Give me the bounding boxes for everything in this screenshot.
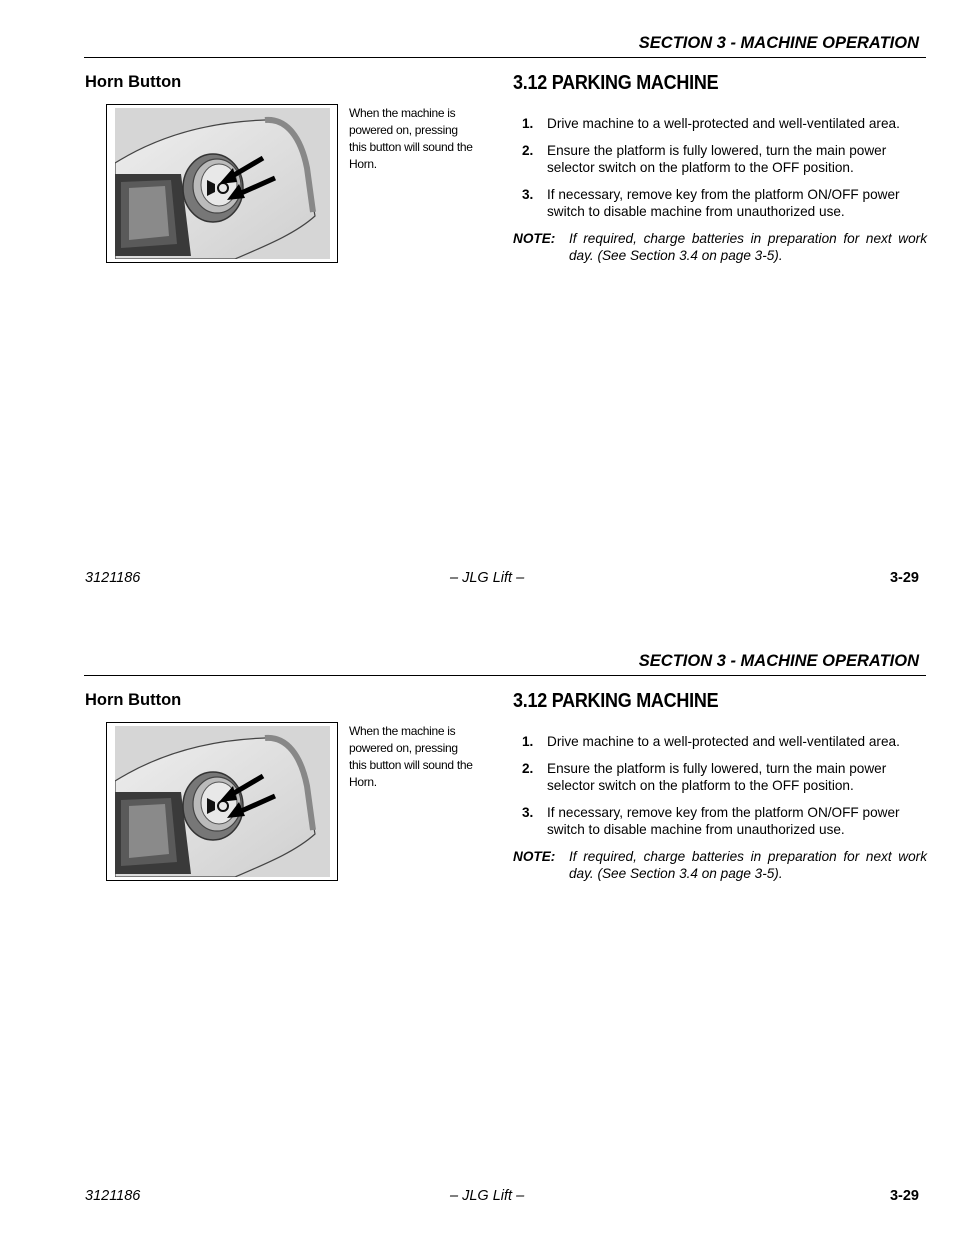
note-label: NOTE:: [513, 849, 556, 864]
figure-frame: [106, 722, 338, 881]
footer-page-number: 3-29: [889, 570, 919, 586]
step-number: 2.: [522, 143, 534, 158]
step-text: If necessary, remove key from the platform ON/OFF power switch to disable machine from unauthorized use.: [547, 805, 900, 837]
footer-publisher: – JLG Lift –: [450, 570, 525, 586]
step-number: 1.: [522, 116, 534, 131]
section-number: 3.12: [513, 72, 547, 94]
step-text: Ensure the platform is fully lowered, turn the main power selector switch on the platform to the OFF position.: [547, 143, 887, 175]
steps-list: [513, 733, 927, 848]
step-number: 2.: [522, 761, 534, 776]
step-text: Drive machine to a well-protected and well-ventilated area.: [547, 734, 900, 749]
list-item: [513, 186, 927, 220]
list-item: [513, 804, 927, 838]
step-number: 1.: [522, 734, 534, 749]
note-text: If required, charge batteries in preparation for next work day. (See Section 3.4 on page 3-5).: [569, 231, 927, 263]
section-number: 3.12: [513, 690, 547, 712]
figure-frame: [106, 104, 338, 263]
note-text: If required, charge batteries in preparation for next work day. (See Section 3.4 on page 3-5).: [569, 849, 927, 881]
horn-button-illustration: [115, 108, 330, 259]
manual-page: [0, 0, 954, 617]
horn-button-illustration: [115, 726, 330, 877]
footer-doc-number: 3121186: [85, 570, 141, 586]
section-title: [513, 690, 718, 713]
step-number: 3.: [522, 805, 534, 820]
header-rule: [84, 675, 926, 676]
note: [513, 230, 927, 264]
section-title-text: PARKING MACHINE: [551, 690, 719, 712]
footer-publisher: – JLG Lift –: [450, 1188, 525, 1204]
list-item: [513, 115, 927, 132]
step-text: If necessary, remove key from the platform ON/OFF power switch to disable machine from unauthorized use.: [547, 187, 900, 219]
footer-page-number: 3-29: [889, 1188, 919, 1204]
section-header: SECTION 3 - MACHINE OPERATION: [638, 34, 919, 52]
step-text: Drive machine to a well-protected and well-ventilated area.: [547, 116, 900, 131]
list-item: [513, 142, 927, 176]
list-item: [513, 733, 927, 750]
section-header: SECTION 3 - MACHINE OPERATION: [638, 652, 919, 670]
list-item: [513, 760, 927, 794]
figure-caption: When the machine is powered on, pressing this button will sound the Horn.: [349, 724, 473, 789]
step-number: 3.: [522, 187, 534, 202]
footer-doc-number: 3121186: [85, 1188, 141, 1204]
manual-page: [0, 618, 954, 1235]
steps-list: [513, 115, 927, 230]
figure-title: Horn Button: [85, 691, 182, 709]
note: [513, 848, 927, 882]
figure-title: Horn Button: [85, 73, 182, 91]
header-rule: [84, 57, 926, 58]
section-title: [513, 72, 718, 95]
step-text: Ensure the platform is fully lowered, turn the main power selector switch on the platform to the OFF position.: [547, 761, 887, 793]
section-title-text: PARKING MACHINE: [551, 72, 719, 94]
figure-caption: When the machine is powered on, pressing this button will sound the Horn.: [349, 106, 473, 171]
note-label: NOTE:: [513, 231, 556, 246]
